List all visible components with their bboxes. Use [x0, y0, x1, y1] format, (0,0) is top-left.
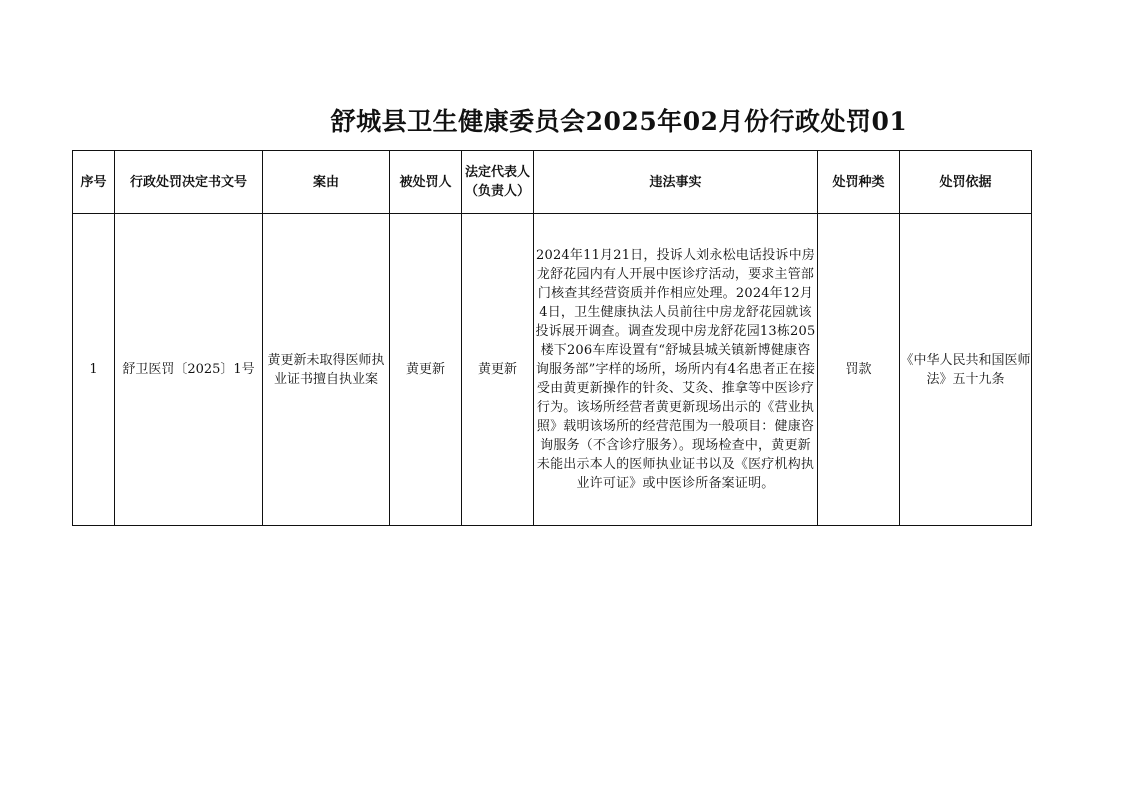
cell-basis: 《中华人民共和国医师法》五十九条: [900, 214, 1032, 526]
penalty-table: [72, 150, 1032, 526]
cell-penalty-type: 罚款: [818, 214, 900, 526]
cell-facts: 2024年11月21日，投诉人刘永松电话投诉中房龙舒花园内有人开展中医诊疗活动，要求主管部门核查其经营资质并作相应处理。2024年12月4日，卫生健康执法人员前往中房龙舒花园就该投诉展开调查。调查发现中房龙舒花园13栋205楼下206车库设置有“舒城县城关镇新博健康咨询服务部”字样的场所，场所内有4名患者正在接受由黄更新操作的针灸、艾灸、推拿等中医诊疗行为。该场所经营者黄更新现场出示的《营业执照》载明该场所的经营范围为一般项目：健康咨询服务（不含诊疗服务）。现场检查中，黄更新未能出示本人的医师执业证书以及《医疗机构执业许可证》或中医诊所备案证明。: [534, 214, 818, 526]
table-header-row: [73, 151, 1032, 214]
header-seq: 序号: [73, 151, 115, 214]
cell-penalized: 黄更新: [390, 214, 462, 526]
cell-decision-no: 舒卫医罚〔2025〕1号: [115, 214, 263, 526]
page-title: 舒城县卫生健康委员会2025年02月份行政处罚01: [330, 107, 908, 136]
header-case: 案由: [263, 151, 390, 214]
cell-case: 黄更新未取得医师执业证书擅自执业案: [263, 214, 390, 526]
header-basis: 处罚依据: [900, 151, 1032, 214]
header-facts: 违法事实: [534, 151, 818, 214]
table-row: [73, 214, 1032, 526]
header-decision-no: 行政处罚决定书文号: [115, 151, 263, 214]
header-penalty-type: 处罚种类: [818, 151, 900, 214]
header-legal-rep: 法定代表人（负责人）: [462, 151, 534, 214]
cell-seq: 1: [73, 214, 115, 526]
cell-legal-rep: 黄更新: [462, 214, 534, 526]
header-penalized: 被处罚人: [390, 151, 462, 214]
